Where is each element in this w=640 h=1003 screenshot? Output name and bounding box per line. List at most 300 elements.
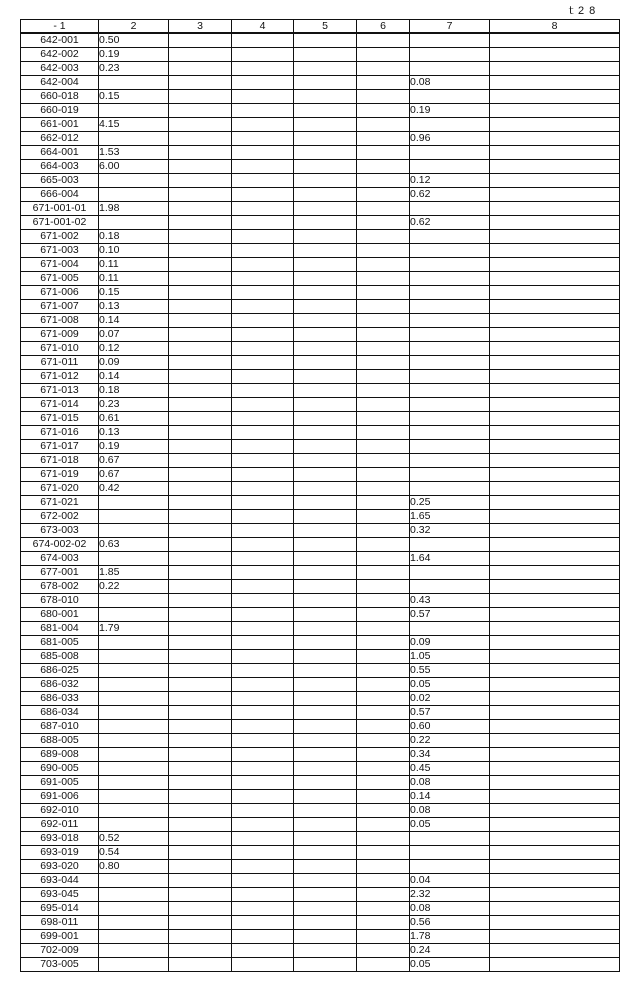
column-7-value-cell	[410, 202, 490, 216]
empty-cell	[294, 720, 357, 734]
column-7-value-cell: 0.08	[410, 776, 490, 790]
table-row	[21, 888, 620, 902]
column-2-value-cell	[99, 902, 169, 916]
item-code-cell: 660-019	[21, 104, 99, 118]
column-2-value-cell: 0.13	[99, 300, 169, 314]
table-row	[21, 496, 620, 510]
item-code-cell: 661-001	[21, 118, 99, 132]
empty-cell	[169, 720, 232, 734]
column-2-value-cell: 0.54	[99, 846, 169, 860]
empty-cell	[232, 398, 294, 412]
empty-cell	[169, 902, 232, 916]
empty-cell	[294, 860, 357, 874]
item-code-cell: 686-025	[21, 664, 99, 678]
empty-cell	[490, 930, 620, 944]
column-header: - 1	[21, 20, 99, 34]
column-2-value-cell: 0.15	[99, 286, 169, 300]
empty-cell	[357, 33, 410, 48]
item-code-cell: 665-003	[21, 174, 99, 188]
empty-cell	[232, 594, 294, 608]
empty-cell	[169, 832, 232, 846]
table-row	[21, 776, 620, 790]
empty-cell	[232, 510, 294, 524]
empty-cell	[294, 48, 357, 62]
empty-cell	[357, 314, 410, 328]
column-7-value-cell: 0.09	[410, 636, 490, 650]
column-2-value-cell	[99, 664, 169, 678]
item-code-cell: 693-019	[21, 846, 99, 860]
column-header: 6	[357, 20, 410, 34]
empty-cell	[357, 440, 410, 454]
column-2-value-cell	[99, 720, 169, 734]
column-2-value-cell: 1.85	[99, 566, 169, 580]
empty-cell	[294, 244, 357, 258]
empty-cell	[232, 790, 294, 804]
column-7-value-cell	[410, 468, 490, 482]
table-row	[21, 902, 620, 916]
empty-cell	[294, 566, 357, 580]
item-code-cell: 703-005	[21, 958, 99, 972]
item-code-cell: 660-018	[21, 90, 99, 104]
column-7-value-cell	[410, 286, 490, 300]
empty-cell	[490, 734, 620, 748]
empty-cell	[490, 692, 620, 706]
empty-cell	[232, 202, 294, 216]
empty-cell	[169, 748, 232, 762]
empty-cell	[294, 272, 357, 286]
empty-cell	[357, 762, 410, 776]
table-row	[21, 664, 620, 678]
empty-cell	[232, 552, 294, 566]
empty-cell	[490, 650, 620, 664]
empty-cell	[357, 370, 410, 384]
column-7-value-cell	[410, 244, 490, 258]
empty-cell	[357, 104, 410, 118]
item-code-cell: 695-014	[21, 902, 99, 916]
empty-cell	[169, 440, 232, 454]
empty-cell	[169, 230, 232, 244]
table-row	[21, 216, 620, 230]
empty-cell	[490, 370, 620, 384]
empty-cell	[169, 944, 232, 958]
item-code-cell: 671-008	[21, 314, 99, 328]
column-header: 8	[490, 20, 620, 34]
empty-cell	[294, 328, 357, 342]
empty-cell	[490, 566, 620, 580]
empty-cell	[169, 314, 232, 328]
empty-cell	[294, 510, 357, 524]
empty-cell	[169, 776, 232, 790]
empty-cell	[490, 762, 620, 776]
column-7-value-cell	[410, 230, 490, 244]
column-7-value-cell	[410, 846, 490, 860]
header-row	[21, 20, 620, 34]
empty-cell	[357, 678, 410, 692]
empty-cell	[490, 244, 620, 258]
empty-cell	[232, 958, 294, 972]
empty-cell	[232, 804, 294, 818]
empty-cell	[357, 244, 410, 258]
column-7-value-cell	[410, 538, 490, 552]
empty-cell	[169, 916, 232, 930]
column-2-value-cell: 0.61	[99, 412, 169, 426]
table-row	[21, 328, 620, 342]
empty-cell	[357, 524, 410, 538]
empty-cell	[169, 566, 232, 580]
empty-cell	[232, 888, 294, 902]
column-7-value-cell	[410, 62, 490, 76]
empty-cell	[490, 188, 620, 202]
empty-cell	[169, 244, 232, 258]
empty-cell	[169, 930, 232, 944]
item-code-cell: 680-001	[21, 608, 99, 622]
empty-cell	[232, 62, 294, 76]
empty-cell	[357, 342, 410, 356]
empty-cell	[232, 832, 294, 846]
empty-cell	[490, 888, 620, 902]
table-row	[21, 146, 620, 160]
column-7-value-cell	[410, 566, 490, 580]
empty-cell	[169, 580, 232, 594]
empty-cell	[294, 482, 357, 496]
table-row	[21, 706, 620, 720]
column-7-value-cell: 0.32	[410, 524, 490, 538]
empty-cell	[490, 720, 620, 734]
empty-cell	[169, 370, 232, 384]
empty-cell	[232, 104, 294, 118]
column-7-value-cell	[410, 118, 490, 132]
empty-cell	[490, 468, 620, 482]
empty-cell	[294, 398, 357, 412]
empty-cell	[490, 426, 620, 440]
empty-cell	[169, 454, 232, 468]
empty-cell	[357, 902, 410, 916]
empty-cell	[490, 258, 620, 272]
empty-cell	[294, 958, 357, 972]
empty-cell	[232, 692, 294, 706]
empty-cell	[294, 314, 357, 328]
column-2-value-cell	[99, 76, 169, 90]
empty-cell	[490, 818, 620, 832]
empty-cell	[294, 202, 357, 216]
column-2-value-cell	[99, 804, 169, 818]
empty-cell	[232, 650, 294, 664]
item-code-cell: 693-045	[21, 888, 99, 902]
column-2-value-cell	[99, 188, 169, 202]
empty-cell	[169, 90, 232, 104]
empty-cell	[169, 300, 232, 314]
empty-cell	[232, 538, 294, 552]
table-row	[21, 244, 620, 258]
empty-cell	[169, 188, 232, 202]
item-code-cell: 642-001	[21, 33, 99, 48]
table-row	[21, 356, 620, 370]
empty-cell	[490, 132, 620, 146]
data-table	[20, 19, 620, 972]
empty-cell	[232, 944, 294, 958]
table-row	[21, 874, 620, 888]
empty-cell	[490, 62, 620, 76]
empty-cell	[232, 748, 294, 762]
column-2-value-cell: 1.53	[99, 146, 169, 160]
empty-cell	[357, 426, 410, 440]
column-7-value-cell: 0.19	[410, 104, 490, 118]
empty-cell	[357, 832, 410, 846]
empty-cell	[294, 762, 357, 776]
empty-cell	[169, 216, 232, 230]
empty-cell	[232, 902, 294, 916]
empty-cell	[357, 90, 410, 104]
empty-cell	[169, 496, 232, 510]
empty-cell	[490, 146, 620, 160]
column-2-value-cell	[99, 930, 169, 944]
empty-cell	[169, 272, 232, 286]
column-7-value-cell: 0.45	[410, 762, 490, 776]
empty-cell	[357, 468, 410, 482]
table-row	[21, 608, 620, 622]
item-code-cell: 692-011	[21, 818, 99, 832]
empty-cell	[294, 300, 357, 314]
column-7-value-cell	[410, 90, 490, 104]
empty-cell	[357, 202, 410, 216]
empty-cell	[357, 552, 410, 566]
empty-cell	[169, 734, 232, 748]
column-2-value-cell	[99, 874, 169, 888]
empty-cell	[169, 468, 232, 482]
item-code-cell: 671-014	[21, 398, 99, 412]
table-row	[21, 370, 620, 384]
empty-cell	[232, 342, 294, 356]
empty-cell	[357, 790, 410, 804]
item-code-cell: 671-007	[21, 300, 99, 314]
empty-cell	[169, 258, 232, 272]
empty-cell	[490, 398, 620, 412]
table-row	[21, 342, 620, 356]
empty-cell	[490, 300, 620, 314]
empty-cell	[294, 174, 357, 188]
column-7-value-cell	[410, 48, 490, 62]
column-2-value-cell	[99, 524, 169, 538]
item-code-cell: 685-008	[21, 650, 99, 664]
empty-cell	[169, 426, 232, 440]
table-row	[21, 580, 620, 594]
empty-cell	[294, 622, 357, 636]
empty-cell	[490, 832, 620, 846]
empty-cell	[294, 62, 357, 76]
empty-cell	[294, 132, 357, 146]
column-7-value-cell: 2.32	[410, 888, 490, 902]
table-row	[21, 734, 620, 748]
column-7-value-cell	[410, 860, 490, 874]
empty-cell	[232, 216, 294, 230]
empty-cell	[232, 580, 294, 594]
column-7-value-cell: 0.62	[410, 188, 490, 202]
table-row	[21, 272, 620, 286]
empty-cell	[294, 776, 357, 790]
column-7-value-cell	[410, 440, 490, 454]
item-code-cell: 671-006	[21, 286, 99, 300]
empty-cell	[490, 608, 620, 622]
empty-cell	[490, 874, 620, 888]
empty-cell	[232, 272, 294, 286]
column-2-value-cell	[99, 748, 169, 762]
empty-cell	[490, 440, 620, 454]
empty-cell	[357, 622, 410, 636]
empty-cell	[357, 510, 410, 524]
empty-cell	[357, 118, 410, 132]
empty-cell	[232, 146, 294, 160]
empty-cell	[357, 384, 410, 398]
empty-cell	[294, 496, 357, 510]
empty-cell	[294, 104, 357, 118]
empty-cell	[357, 62, 410, 76]
empty-cell	[294, 944, 357, 958]
empty-cell	[357, 804, 410, 818]
empty-cell	[294, 146, 357, 160]
column-header: 3	[169, 20, 232, 34]
item-code-cell: 681-005	[21, 636, 99, 650]
empty-cell	[357, 230, 410, 244]
column-7-value-cell: 0.12	[410, 174, 490, 188]
table-row	[21, 412, 620, 426]
column-2-value-cell: 1.79	[99, 622, 169, 636]
empty-cell	[169, 664, 232, 678]
empty-cell	[169, 790, 232, 804]
column-2-value-cell: 0.67	[99, 454, 169, 468]
empty-cell	[490, 33, 620, 48]
empty-cell	[232, 356, 294, 370]
column-2-value-cell	[99, 706, 169, 720]
empty-cell	[169, 846, 232, 860]
item-code-cell: 671-020	[21, 482, 99, 496]
table-row	[21, 636, 620, 650]
empty-cell	[490, 748, 620, 762]
item-code-cell: 671-015	[21, 412, 99, 426]
empty-cell	[490, 118, 620, 132]
column-2-value-cell	[99, 594, 169, 608]
item-code-cell: 677-001	[21, 566, 99, 580]
table-row	[21, 524, 620, 538]
empty-cell	[357, 706, 410, 720]
empty-cell	[490, 342, 620, 356]
empty-cell	[490, 356, 620, 370]
empty-cell	[169, 104, 232, 118]
empty-cell	[490, 804, 620, 818]
empty-cell	[490, 538, 620, 552]
empty-cell	[490, 706, 620, 720]
item-code-cell: 674-003	[21, 552, 99, 566]
empty-cell	[294, 902, 357, 916]
table-row	[21, 188, 620, 202]
table-row	[21, 692, 620, 706]
table-row	[21, 818, 620, 832]
column-2-value-cell	[99, 818, 169, 832]
table-row	[21, 202, 620, 216]
table-row	[21, 720, 620, 734]
column-7-value-cell: 0.34	[410, 748, 490, 762]
item-code-cell: 664-001	[21, 146, 99, 160]
column-2-value-cell: 4.15	[99, 118, 169, 132]
empty-cell	[294, 356, 357, 370]
empty-cell	[232, 188, 294, 202]
empty-cell	[169, 888, 232, 902]
column-2-value-cell: 0.09	[99, 356, 169, 370]
empty-cell	[169, 132, 232, 146]
empty-cell	[357, 692, 410, 706]
column-7-value-cell	[410, 328, 490, 342]
empty-cell	[490, 76, 620, 90]
item-code-cell: 642-003	[21, 62, 99, 76]
empty-cell	[357, 720, 410, 734]
column-2-value-cell	[99, 762, 169, 776]
column-2-value-cell: 0.52	[99, 832, 169, 846]
table-row	[21, 482, 620, 496]
empty-cell	[357, 216, 410, 230]
empty-cell	[232, 412, 294, 426]
column-7-value-cell: 0.43	[410, 594, 490, 608]
column-7-value-cell	[410, 426, 490, 440]
empty-cell	[357, 580, 410, 594]
empty-cell	[169, 62, 232, 76]
empty-cell	[169, 146, 232, 160]
empty-cell	[294, 734, 357, 748]
empty-cell	[232, 174, 294, 188]
empty-cell	[357, 566, 410, 580]
column-7-value-cell	[410, 412, 490, 426]
table-row	[21, 594, 620, 608]
empty-cell	[294, 384, 357, 398]
page-mark: ｔ2 8	[566, 5, 597, 17]
empty-cell	[294, 440, 357, 454]
item-code-cell: 671-003	[21, 244, 99, 258]
item-code-cell: 664-003	[21, 160, 99, 174]
column-2-value-cell	[99, 636, 169, 650]
empty-cell	[357, 930, 410, 944]
empty-cell	[294, 524, 357, 538]
empty-cell	[169, 622, 232, 636]
column-7-value-cell	[410, 272, 490, 286]
column-7-value-cell	[410, 580, 490, 594]
item-code-cell: 678-010	[21, 594, 99, 608]
column-2-value-cell: 0.14	[99, 314, 169, 328]
empty-cell	[232, 160, 294, 174]
table-row	[21, 160, 620, 174]
item-code-cell: 671-010	[21, 342, 99, 356]
item-code-cell: 671-009	[21, 328, 99, 342]
table-row	[21, 76, 620, 90]
column-7-value-cell	[410, 356, 490, 370]
column-7-value-cell	[410, 370, 490, 384]
column-2-value-cell	[99, 552, 169, 566]
column-7-value-cell: 0.08	[410, 76, 490, 90]
empty-cell	[232, 874, 294, 888]
column-2-value-cell: 0.11	[99, 272, 169, 286]
empty-cell	[232, 846, 294, 860]
table-row	[21, 650, 620, 664]
item-code-cell: 671-019	[21, 468, 99, 482]
column-7-value-cell: 0.56	[410, 916, 490, 930]
empty-cell	[232, 524, 294, 538]
empty-cell	[490, 776, 620, 790]
empty-cell	[490, 90, 620, 104]
table-row	[21, 510, 620, 524]
table-row	[21, 62, 620, 76]
item-code-cell: 671-001-01	[21, 202, 99, 216]
table-row	[21, 958, 620, 972]
item-code-cell: 678-002	[21, 580, 99, 594]
column-2-value-cell	[99, 132, 169, 146]
column-2-value-cell: 0.15	[99, 90, 169, 104]
